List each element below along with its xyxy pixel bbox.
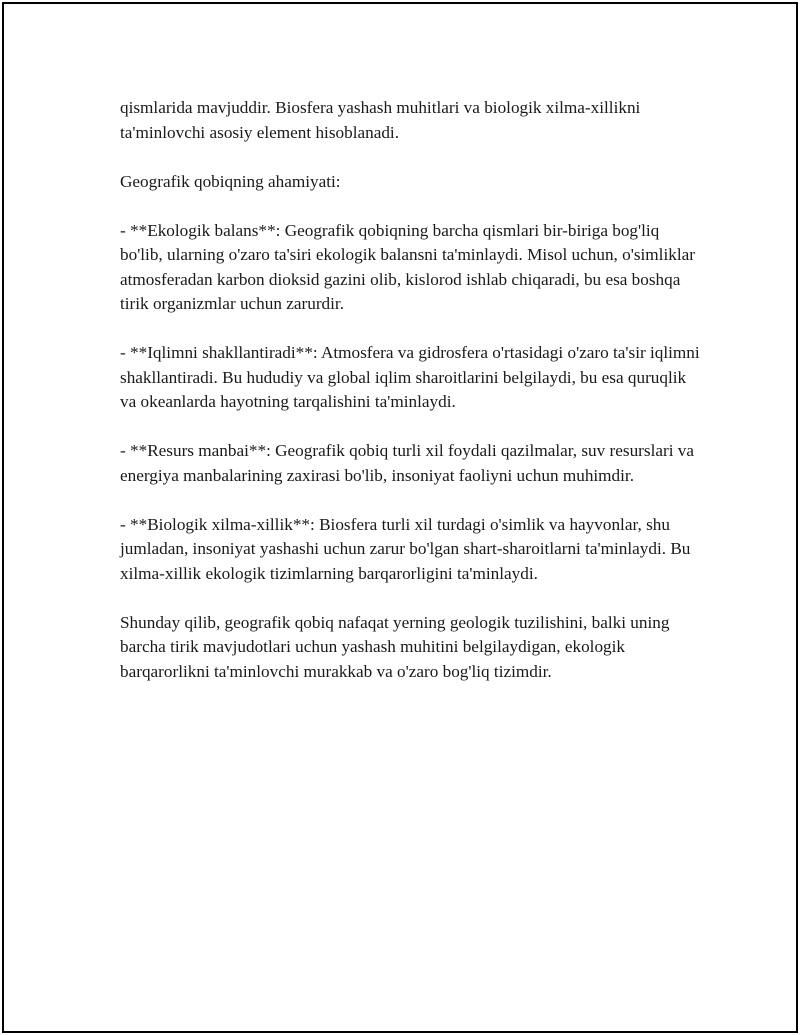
list-item-resurs-manbai: - **Resurs manbai**: Geografik qobiq turli xil foydali qazilmalar, suv resurslari va energiya manbalarining zaxirasi bo'lib, insoniyat faoliyni uchun muhimdir.: [120, 441, 694, 485]
list-item-ekologik-balans: - **Ekologik balans**: Geografik qobiqning barcha qismlari bir-biriga bog'liq bo'lib, ularning o'zaro ta'siri ekologik balansni ta'minlaydi. Misol uchun, o'simliklar atmosferadan karbon dioksid gazini olib, kislorod ishlab chiqaradi, bu esa boshqa tirik organizmlar uchun zarurdir.: [120, 220, 695, 313]
document-page: [2, 2, 798, 1033]
paragraph-conclusion: Shunday qilib, geografik qobiq nafaqat yerning geologik tuzilishini, balki uning barcha tirik mavjudotlari uchun yashash muhitini belgilaydigan, ekologik barqarorlikni ta'minlovchi murakkab va o'zaro bog'liq tizimdir.: [120, 612, 670, 681]
paragraph-heading-ahamiyati: Geografik qobiqning ahamiyati:: [120, 171, 341, 191]
list-item-biologik-xilma-xillik: - **Biologik xilma-xillik**: Biosfera turli xil turdagi o'simlik va hayvonlar, shu jumladan, insoniyat yashashi uchun zarur bo'lgan shart-sharoitlarni ta'minlaydi. Bu xilma-xillik ekologik tizimlarning barqarorligini ta'minlaydi.: [120, 514, 691, 583]
list-item-iqlimni-shakllantiradi: - **Iqlimni shakllantiradi**: Atmosfera va gidrosfera o'rtasidagi o'zaro ta'sir iqlimni shakllantiradi. Bu hududiy va global iqlim sharoitlarini belgilaydi, bu esa quruqlik va okeanlarda hayotning tarqalishini ta'minlaydi.: [120, 343, 700, 411]
paragraph-biosfera-intro: qismlarida mavjuddir. Biosfera yashash muhitlari va biologik xilma-xillikni ta'minlovchi asosiy element hisoblanadi.: [120, 98, 641, 142]
document-body: [120, 96, 700, 709]
